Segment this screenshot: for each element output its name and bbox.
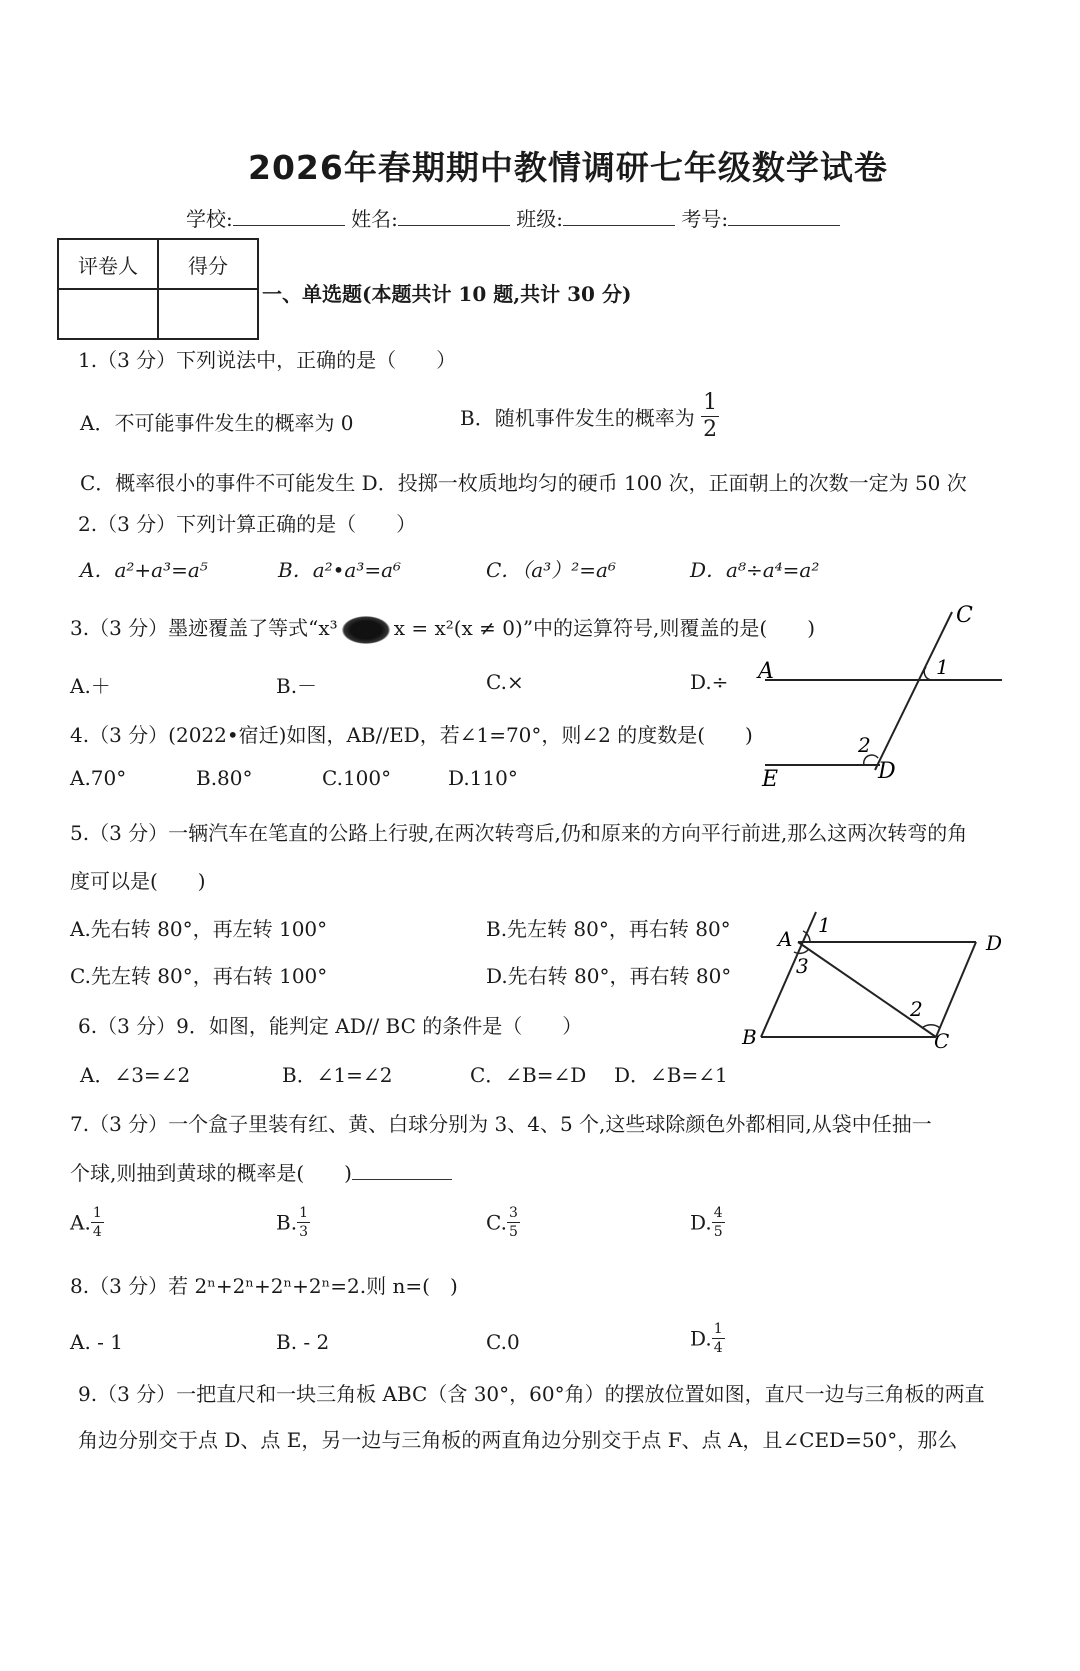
- q8-option-a: A. - 1: [70, 1330, 123, 1354]
- q8-option-d: [690, 1322, 725, 1355]
- school-blank[interactable]: [233, 205, 345, 226]
- q8-d-den: 4: [713, 1340, 723, 1356]
- q7-option-a: [70, 1206, 104, 1239]
- q7-option-b: [276, 1206, 310, 1239]
- q7-c-num: 3: [508, 1205, 518, 1221]
- class-label: 班级:: [516, 207, 563, 231]
- q1-option-a: A．不可能事件发生的概率为 0: [80, 411, 354, 435]
- q7-b-label: B.: [276, 1210, 298, 1235]
- q5-stem-line2: 度可以是( ): [70, 869, 206, 893]
- q6-label-b: B: [742, 1025, 757, 1049]
- q3-stem-pre: 3.（3 分）墨迹覆盖了等式“x³: [70, 616, 338, 640]
- class-blank[interactable]: [563, 205, 675, 226]
- q4-figure: [740, 600, 1010, 800]
- q1-option-b-text: B．随机事件发生的概率为: [460, 406, 695, 430]
- score-header: 得分: [158, 239, 258, 289]
- angle-2-arc: [922, 1025, 940, 1028]
- q9-stem-line1: 9.（3 分）一把直尺和一块三角板 ABC（含 30°，60°角）的摆放位置如图，直尺一边与三角板的两直: [78, 1382, 985, 1406]
- name-label: 姓名:: [351, 207, 398, 231]
- q7-stem-line1: 7.（3 分）一个盒子里装有红、黄、白球分别为 3、4、5 个,这些球除颜色外都相同,从袋中任抽一: [70, 1112, 932, 1136]
- diagonal-ac: [798, 942, 936, 1037]
- score-cell[interactable]: [158, 289, 258, 339]
- q8-stem: 8.（3 分）若 2ⁿ+2ⁿ+2ⁿ+2ⁿ=2.则 n=( ): [70, 1274, 458, 1298]
- q6-figure: [736, 910, 1016, 1060]
- q8-d-fraction: [712, 1322, 725, 1355]
- q4-option-a: A.70°: [70, 766, 127, 790]
- q6-option-d: D．∠B=∠1: [614, 1063, 728, 1087]
- q7-b-num: 1: [299, 1205, 308, 1221]
- q8-option-c: C.0: [486, 1330, 520, 1354]
- q7-c-fraction: [507, 1206, 520, 1239]
- q6-label-c: C: [934, 1029, 950, 1053]
- q7-a-label: A.: [70, 1210, 91, 1235]
- section-heading: 一、单选题(本题共计 10 题,共计 30 分): [262, 282, 632, 306]
- page-title: 2026年春期期中教情调研七年级数学试卷: [248, 148, 888, 187]
- q6-stem: 6.（3 分）9．如图，能判定 AD// BC 的条件是（ ）: [78, 1014, 583, 1038]
- number-label: 考号:: [681, 207, 729, 231]
- q7-option-c: [486, 1206, 520, 1239]
- q5-option-b: B.先左转 80°，再右转 80°: [486, 917, 731, 941]
- q3-option-a: A.＋: [70, 674, 111, 698]
- q4-option-d: D.110°: [448, 766, 518, 790]
- school-label: 学校:: [186, 207, 233, 231]
- q7-b-den: 3: [299, 1224, 308, 1240]
- q1-b-denominator: 2: [703, 417, 718, 442]
- q6-label-2: 2: [910, 997, 923, 1021]
- q3-option-c: C.×: [486, 670, 524, 694]
- q7-d-label: D.: [690, 1210, 712, 1235]
- q7-d-den: 5: [713, 1224, 723, 1240]
- q7-d-num: 4: [713, 1205, 723, 1221]
- q3-stem: [70, 612, 815, 644]
- q5-option-d: D.先右转 80°，再右转 80°: [486, 964, 732, 988]
- q4-label-2: 2: [858, 733, 871, 757]
- q6-label-d: D: [986, 931, 1003, 955]
- q7-a-den: 4: [92, 1224, 102, 1240]
- q7-stem-line2-text: 个球,则抽到黄球的概率是( ): [70, 1161, 352, 1185]
- segment-dc: [936, 942, 976, 1037]
- q7-b-fraction: [297, 1206, 310, 1239]
- q1-option-b: [460, 392, 719, 441]
- number-blank[interactable]: [728, 205, 840, 226]
- q6-option-c: C．∠B=∠D: [470, 1063, 587, 1087]
- q7-a-fraction: [91, 1206, 104, 1239]
- q7-option-d: [690, 1206, 725, 1239]
- q8-option-b: B. - 2: [276, 1330, 330, 1354]
- grader-cell[interactable]: [58, 289, 158, 339]
- q2-stem: 2.（3 分）下列计算正确的是（ ）: [78, 512, 417, 536]
- q2-option-b: B．a²•a³=a⁶: [278, 558, 402, 582]
- q4-label-c: C: [956, 603, 973, 628]
- q9-stem-line2: 角边分别交于点 D、点 E，另一边与三角板的两直角边分别交于点 F、点 A，且∠CED=50°，那么: [78, 1428, 958, 1452]
- q4-label-e: E: [762, 767, 779, 792]
- q8-d-num: 1: [713, 1321, 723, 1337]
- q2-option-d: D．a⁸÷a⁴=a²: [690, 558, 820, 582]
- q1-options-cd: C．概率很小的事件不可能发生 D．投掷一枚质地均匀的硬币 100 次，正面朝上的次数一定为 50 次: [80, 471, 967, 495]
- q4-label-a: A: [758, 659, 774, 684]
- angle-1-arc: [924, 667, 932, 680]
- q2-option-c: C．（a³）²=a⁶: [486, 558, 616, 582]
- q6-label-a: A: [778, 927, 793, 951]
- name-blank[interactable]: [398, 205, 510, 226]
- angle-3-arc: [794, 950, 808, 953]
- q4-label-1: 1: [936, 655, 949, 679]
- q8-d-label: D.: [690, 1326, 712, 1351]
- q4-stem: 4.（3 分）(2022•宿迁)如图，AB//ED，若∠1=70°，则∠2 的度数是( ): [70, 723, 753, 747]
- q6-option-a: A．∠3=∠2: [80, 1063, 191, 1087]
- q4-option-b: B.80°: [196, 766, 253, 790]
- q3-stem-post: x = x²(x ≠ 0)”中的运算符号,则覆盖的是( ): [393, 616, 816, 640]
- score-box: [57, 238, 259, 340]
- q1-stem: 1.（3 分）下列说法中，正确的是（ ）: [78, 348, 457, 372]
- q5-option-c: C.先左转 80°，再右转 100°: [70, 964, 328, 988]
- q7-answer-blank[interactable]: [352, 1159, 452, 1180]
- q1-option-b-fraction: [701, 392, 719, 441]
- q4-label-d: D: [878, 759, 896, 784]
- q7-c-label: C.: [486, 1210, 507, 1235]
- ink-blot-icon: [342, 616, 390, 644]
- transversal: [875, 612, 952, 770]
- q2-option-a: A．a²+a³=a⁵: [80, 558, 208, 582]
- q1-b-numerator: 1: [703, 390, 718, 415]
- student-info-line: [186, 203, 840, 232]
- q7-stem-line2: [70, 1157, 452, 1186]
- q5-stem-line1: 5.（3 分）一辆汽车在笔直的公路上行驶,在两次转弯后,仍和原来的方向平行前进,那么这两次转弯的角: [70, 821, 968, 845]
- grader-header: 评卷人: [58, 239, 158, 289]
- q7-d-fraction: [712, 1206, 725, 1239]
- q3-option-b: B.－: [276, 674, 318, 698]
- q7-a-num: 1: [92, 1205, 102, 1221]
- q6-label-3: 3: [796, 954, 809, 978]
- q6-label-1: 1: [818, 913, 831, 937]
- q4-option-c: C.100°: [322, 766, 392, 790]
- q7-c-den: 5: [508, 1224, 518, 1240]
- q3-option-d: D.÷: [690, 670, 729, 694]
- q5-option-a: A.先右转 80°，再左转 100°: [70, 917, 328, 941]
- q6-option-b: B．∠1=∠2: [282, 1063, 393, 1087]
